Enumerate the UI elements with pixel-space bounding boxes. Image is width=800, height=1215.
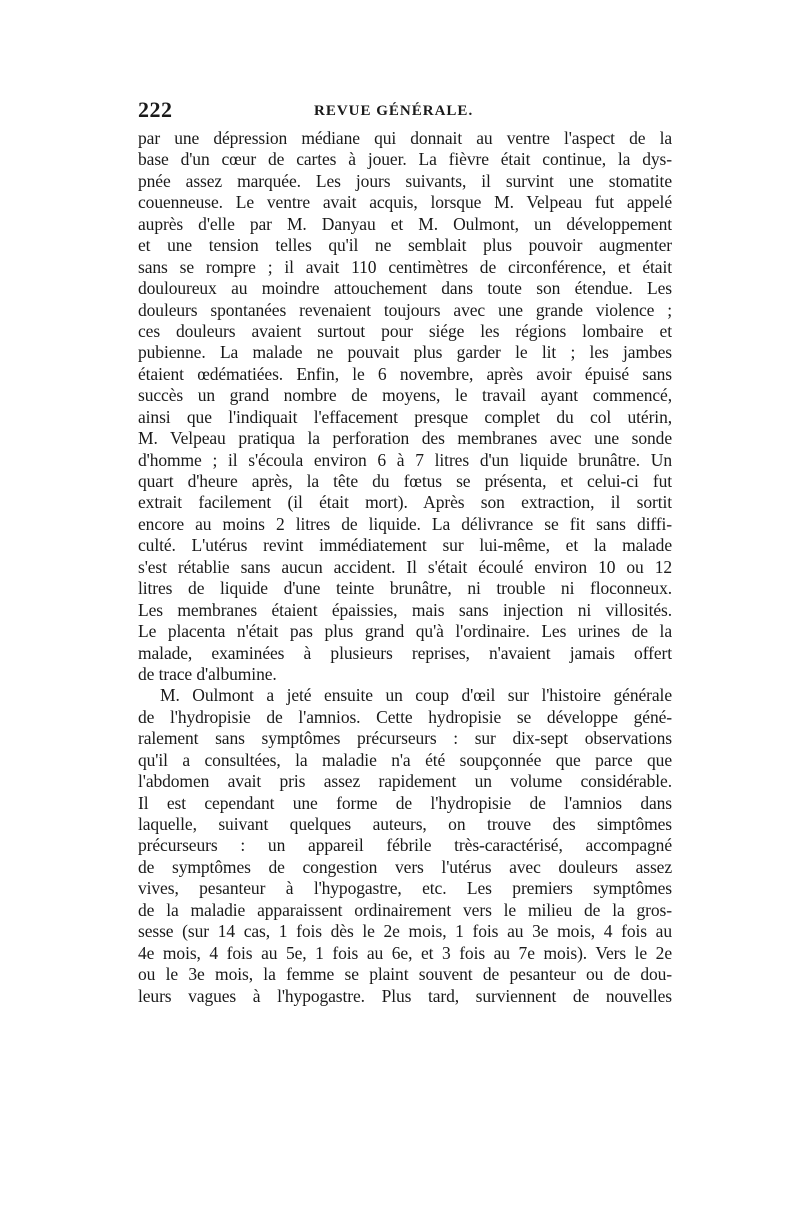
text-line: M. Oulmont a jeté ensuite un coup d'œil sur l'histoire générale <box>160 685 672 706</box>
text-line: quart d'heure après, la tête du fœtus se présenta, et celui-ci fut <box>138 471 672 491</box>
text-line: culté. L'utérus revint immédiatement sur lui-même, et la malade <box>138 535 672 556</box>
text-line: encore au moins 2 litres de liquide. La délivrance se fit sans diffi- <box>138 513 672 534</box>
text-line: couenneuse. Le ventre avait acquis, lorsque M. Velpeau fut appelé <box>138 192 672 213</box>
text-line: malade, examinées à plusieurs reprises, n'avaient jamais offert <box>138 642 672 663</box>
text-line: sesse (sur 14 cas, 1 fois dès le 2e mois, 1 fois au 3e mois, 4 fois au <box>138 921 672 942</box>
running-head: REVUE GÉNÉRALE. <box>314 103 474 119</box>
text-line: ou le 3e mois, la femme se plaint souvent de pesanteur ou de dou- <box>138 964 672 985</box>
text-line: Il est cependant une forme de l'hydropisie de l'amnios dans <box>138 792 672 813</box>
text-line: l'abdomen avait pris assez rapidement un volume considérable. <box>138 771 672 792</box>
text-line: Les membranes étaient épaissies, mais sans injection ni villosités. <box>138 599 672 620</box>
text-line: vives, pesanteur à l'hypogastre, etc. Les premiers symptômes <box>138 878 672 899</box>
text-line: s'est rétablie sans aucun accident. Il s'était écoulé environ 10 ou 12 <box>138 556 672 577</box>
text-line: et une tension telles qu'il ne semblait plus pouvoir augmenter <box>138 235 672 256</box>
text-line: pnée assez marquée. Les jours suivants, il survint une stomatite <box>138 170 672 191</box>
text-line: précurseurs : un appareil fébrile très-caractérisé, accompagné <box>138 835 672 856</box>
text-line: de la maladie apparaissent ordinairement vers le milieu de la gros- <box>138 899 672 920</box>
text-line: succès un grand nombre de moyens, le travail ayant commencé, <box>138 385 672 406</box>
body-text <box>138 128 672 1007</box>
text-line: par une dépression médiane qui donnait au ventre l'aspect de la <box>138 128 672 148</box>
text-line: qu'il a consultées, la maladie n'a été soupçonnée que parce que <box>138 749 672 770</box>
text-line: d'homme ; il s'écoula environ 6 à 7 litres d'un liquide brunâtre. Un <box>138 449 672 470</box>
text-line: laquelle, suivant quelques auteurs, on trouve des simptômes <box>138 814 672 834</box>
text-line: de symptômes de congestion vers l'utérus avec douleurs assez <box>138 856 672 877</box>
page-header <box>138 97 672 127</box>
text-line: de trace d'albumine. <box>138 663 277 684</box>
text-line: extrait facilement (il était mort). Après son extraction, il sortit <box>138 492 672 513</box>
text-line: douleurs spontanées revenaient toujours avec une grande violence ; <box>138 299 672 320</box>
text-line: M. Velpeau pratiqua la perforation des membranes avec une sonde <box>138 428 672 449</box>
text-line: Le placenta n'était pas plus grand qu'à l'ordinaire. Les urines de la <box>138 621 672 642</box>
text-line: ralement sans symptômes précurseurs : sur dix-sept observations <box>138 728 672 749</box>
page-number: 222 <box>138 97 173 122</box>
text-line: étaient œdématiées. Enfin, le 6 novembre, après avoir épuisé sans <box>138 363 672 384</box>
text-line: leurs vagues à l'hypogastre. Plus tard, surviennent de nouvelles <box>138 985 672 1006</box>
text-line: litres de liquide d'une teinte brunâtre, ni trouble ni floconneux. <box>138 578 672 599</box>
text-line: douloureux au moindre attouchement dans toute son étendue. Les <box>138 278 672 299</box>
text-line: ces douleurs avaient surtout pour siége les régions lombaire et <box>138 320 672 341</box>
text-line: auprès d'elle par M. Danyau et M. Oulmont, un développement <box>138 213 672 234</box>
text-line: base d'un cœur de cartes à jouer. La fièvre était continue, la dys- <box>138 149 672 170</box>
text-line: sans se rompre ; il avait 110 centimètres de circonférence, et était <box>138 256 672 277</box>
text-line: ainsi que l'indiquait l'effacement presque complet du col utérin, <box>138 406 672 427</box>
text-line: de l'hydropisie de l'amnios. Cette hydropisie se développe géné- <box>138 706 672 727</box>
text-line: pubienne. La malade ne pouvait plus garder le lit ; les jambes <box>138 342 672 363</box>
text-line: 4e mois, 4 fois au 5e, 1 fois au 6e, et 3 fois au 7e mois). Vers le 2e <box>138 942 672 963</box>
